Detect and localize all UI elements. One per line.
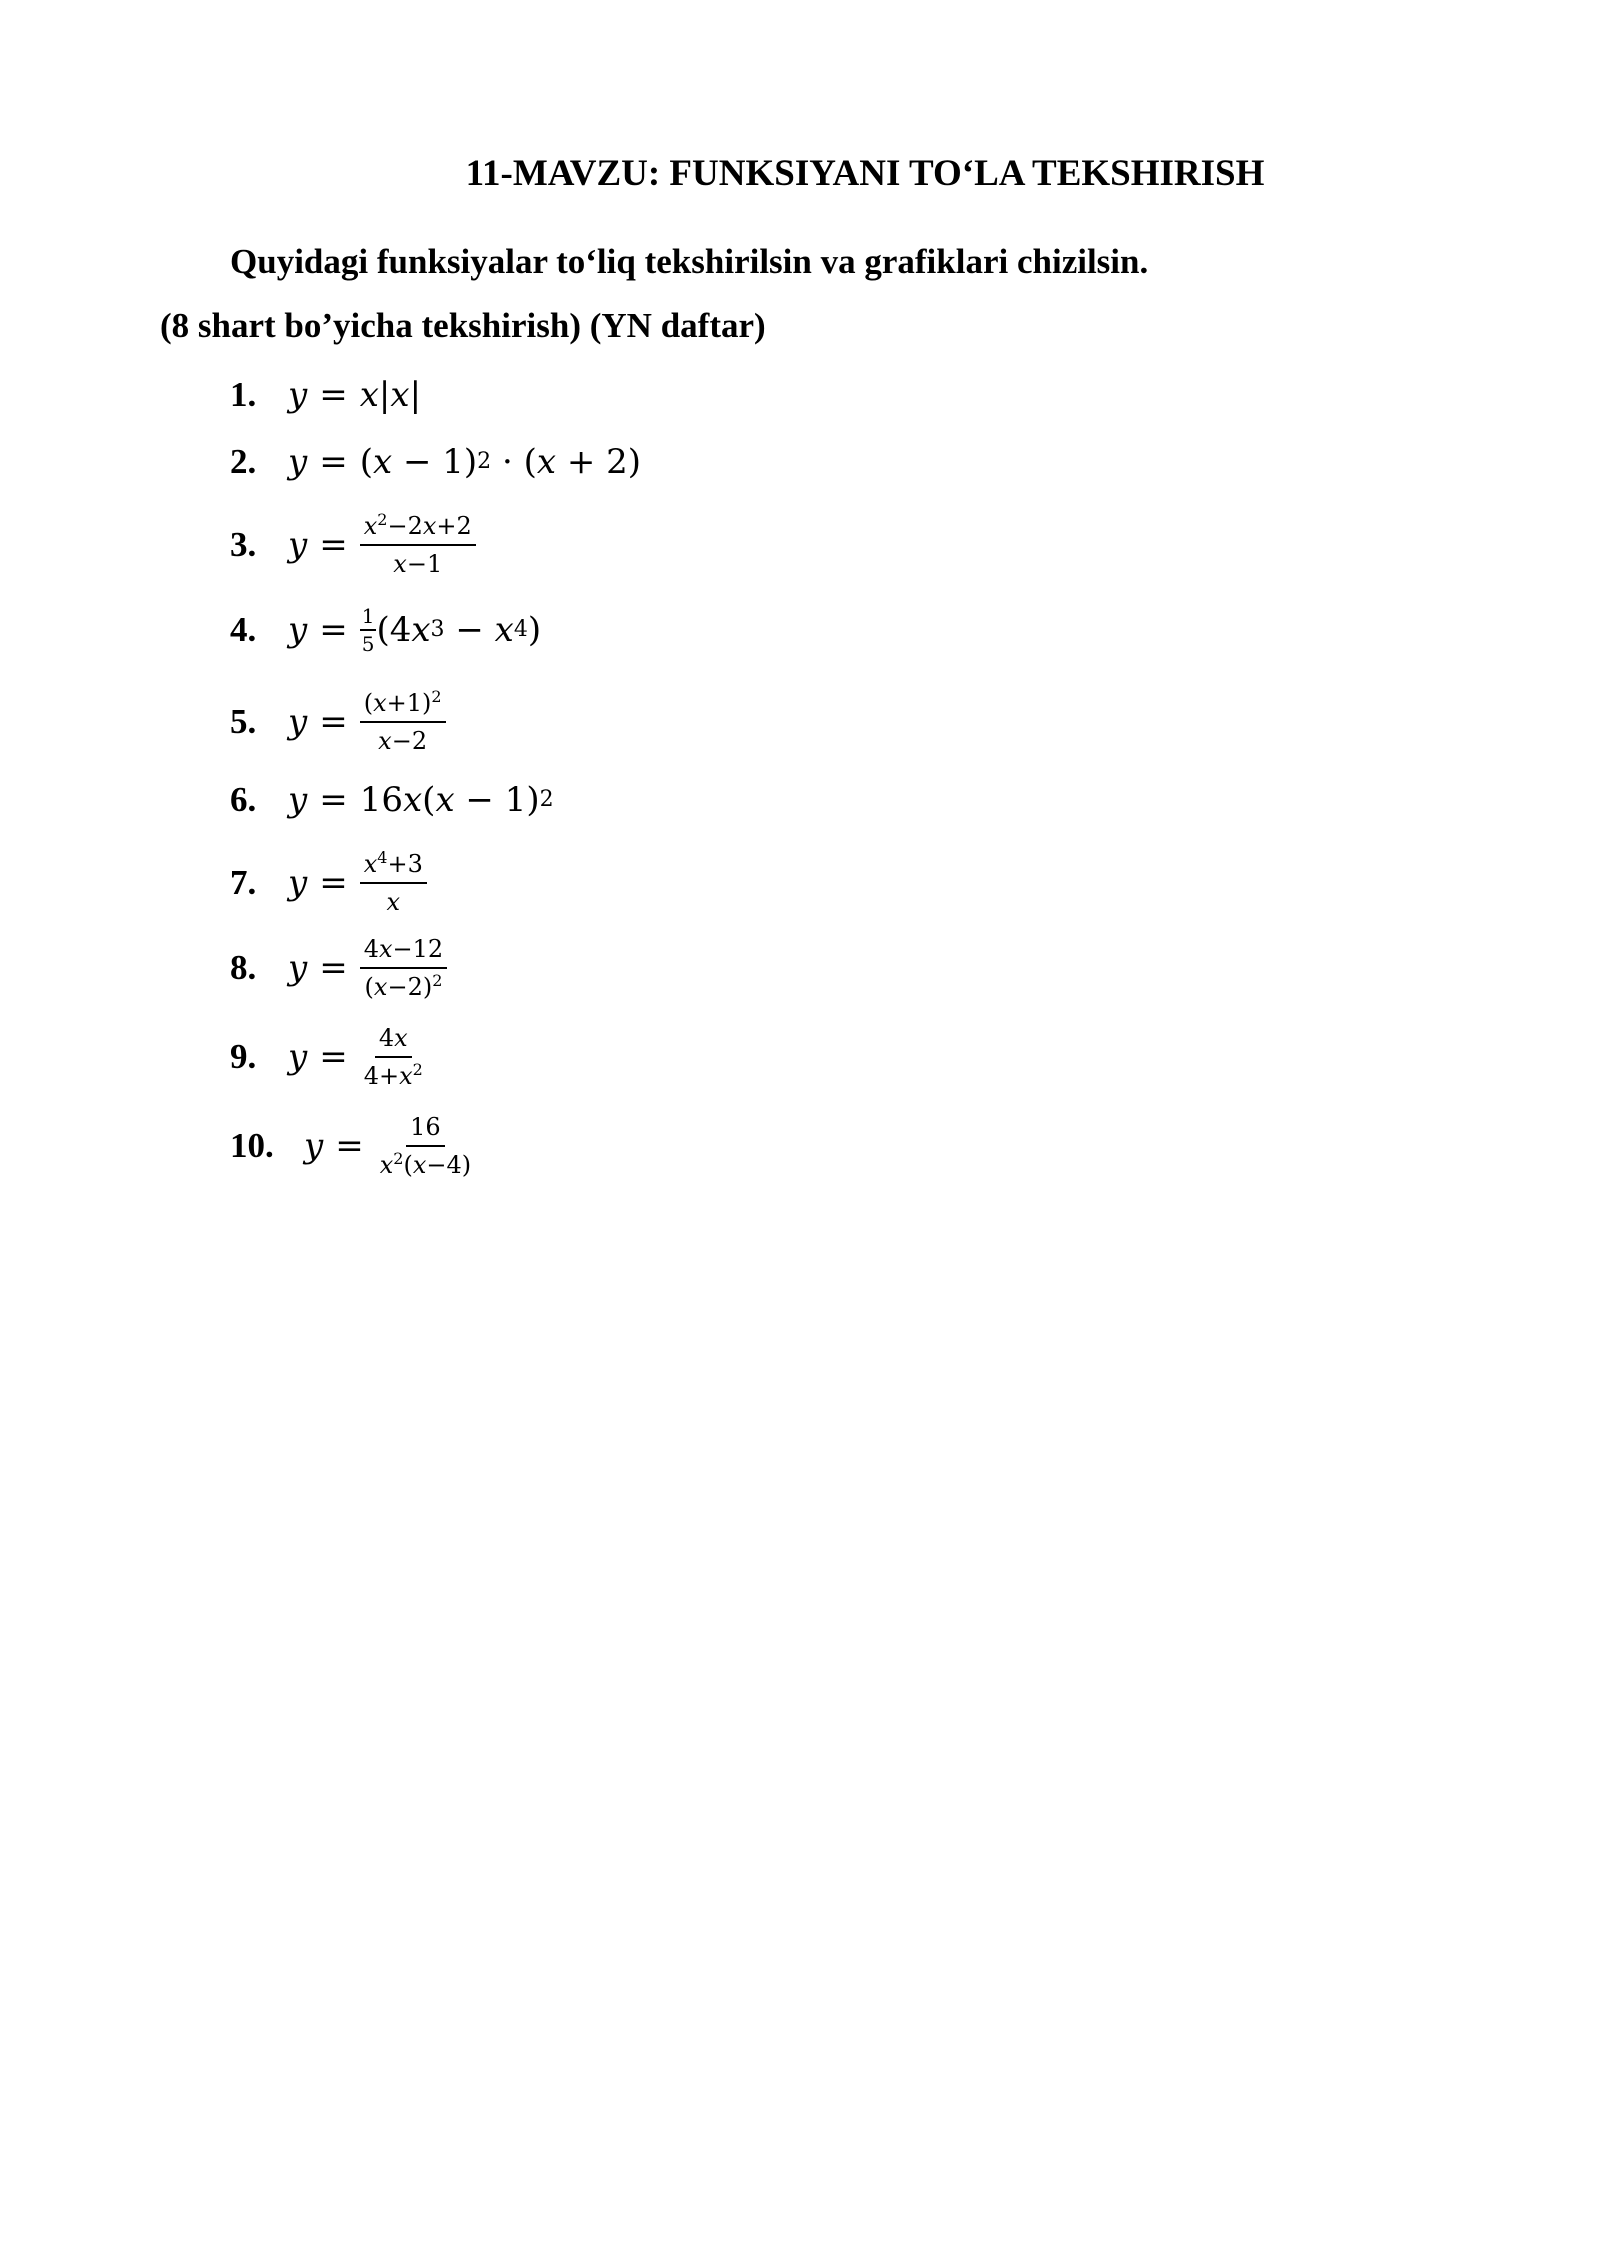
instruction-line-1: Quyidagi funksiyalar to‘liq tekshirilsin va grafiklari chizilsin.	[230, 242, 1149, 281]
formula-5: y = $\frac{(x+1)^2}{x-2}$	[288, 691, 446, 753]
formula-6: y = 16 x ( x − 1) 2	[288, 780, 554, 820]
item-number: 3.	[230, 525, 257, 564]
item-number: 7.	[230, 863, 257, 902]
function-item-10	[230, 1106, 475, 1186]
function-item-3	[230, 505, 476, 585]
formula-10: y = $\frac{16}{x^2(x-4)}$	[304, 1113, 472, 1179]
item-number: 10.	[230, 1126, 274, 1165]
item-number: 6.	[230, 780, 257, 819]
function-item-4	[230, 590, 541, 670]
formula-3: y = $\frac{x^2-2x+2}{x-1}$	[288, 514, 476, 576]
item-number: 4.	[230, 610, 257, 649]
function-item-5	[230, 682, 446, 762]
item-number: 9.	[230, 1037, 257, 1076]
formula-8: y = $\frac{4x-12}{(x-2)^2}$	[288, 937, 447, 999]
page-title: 11-MAVZU: FUNKSIYANI TO‘LA TEKSHIRISH	[465, 153, 1265, 194]
function-item-7	[230, 843, 427, 923]
item-number: 2.	[230, 442, 257, 481]
formula-1: y = x | x |	[288, 375, 422, 415]
function-item-6	[230, 760, 554, 840]
formula-7: y = $\frac{x^4+3}{x}$	[288, 852, 427, 914]
function-item-9	[230, 1017, 427, 1097]
function-item-2	[230, 422, 641, 502]
item-number: 8.	[230, 948, 257, 987]
item-number: 1.	[230, 375, 257, 414]
instruction-line-2: (8 shart bo’yicha tekshirish) (YN daftar)	[160, 306, 766, 345]
formula-9: y = $\frac{4x}{4+x^2}$	[288, 1024, 423, 1090]
function-item-8	[230, 928, 447, 1008]
formula-2: y = ( x − 1) 2 · ( x + 2)	[288, 442, 642, 482]
item-number: 5.	[230, 702, 257, 741]
formula-4: y = $\frac{1}{5}$ (4 x 3 − x 4 )	[288, 604, 542, 656]
